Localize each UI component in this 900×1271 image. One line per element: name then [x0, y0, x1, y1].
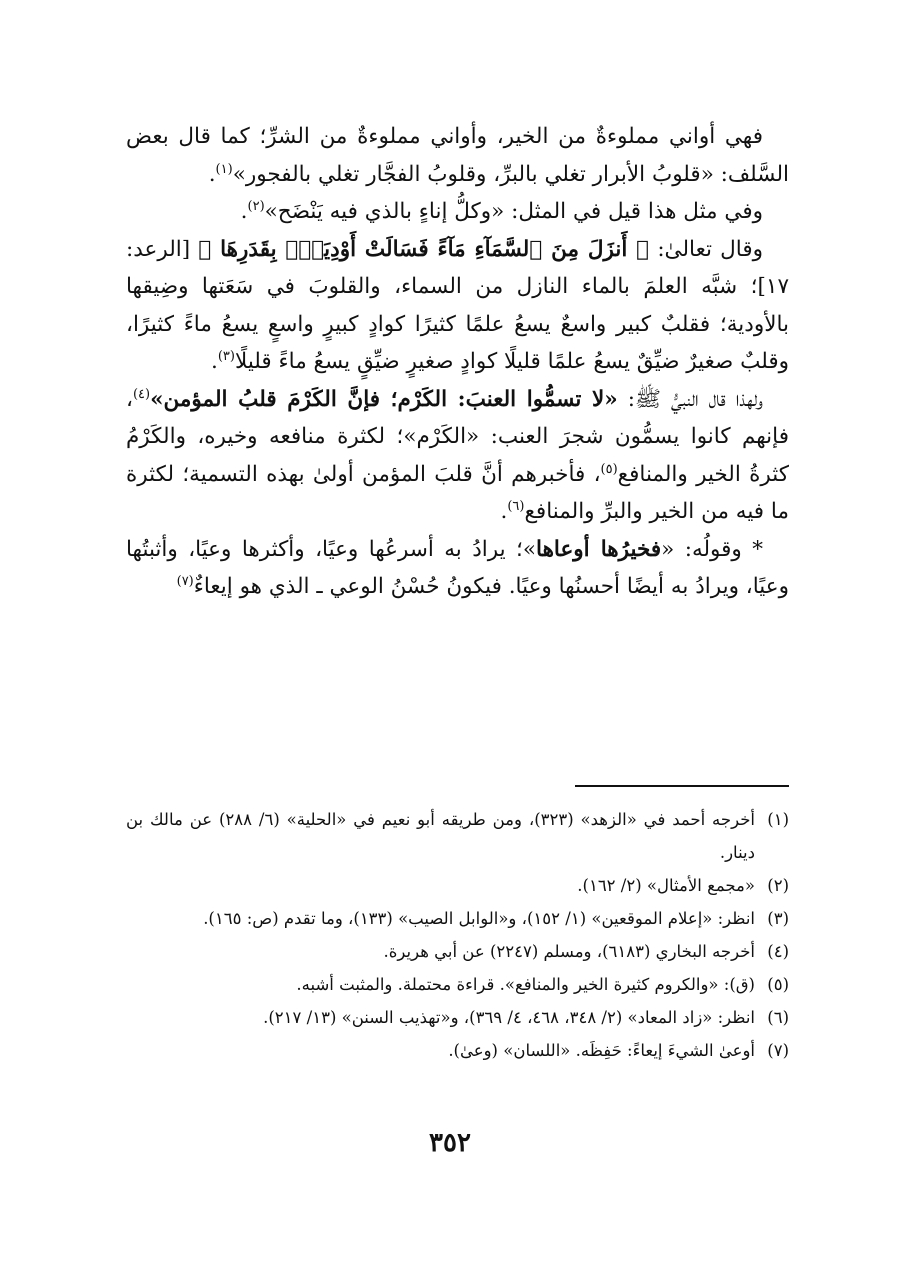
emphasized-text: فخيرُها أوعاها — [536, 536, 662, 562]
footnote-number: (١) — [767, 810, 789, 829]
text-segment: . — [211, 349, 218, 374]
footnote — [126, 902, 789, 935]
footnote-marker: (٤) — [132, 386, 151, 402]
footnote-text: انظر: «زاد المعاد» (٢/ ٣٤٨، ٤٦٨، ٤/ ٣٦٩)، و«تهذيب السنن» (١٣/ ٢١٧). — [263, 1008, 755, 1027]
footnotes — [126, 803, 789, 1067]
footnote-marker: (٦) — [507, 498, 525, 514]
paragraph — [126, 118, 789, 193]
footnote-separator — [575, 785, 789, 787]
footnote-text: (ق): «والكروم كثيرة الخير والمنافع». قراءة محتملة. والمثبت أشبه. — [296, 975, 755, 994]
text-segment: فهي أواني مملوءةٌ من الخير، وأواني مملوءةٌ من الشرِّ؛ كما قال بعض السَّلف: «قلوبُ الأبرار تغلي بالبرِّ، وقلوبُ الفجَّار تغلي بالفجور» — [126, 124, 789, 187]
footnote-marker: (١) — [215, 161, 233, 177]
footnote-text: انظر: «إعلام الموقعين» (١/ ١٥٢)، و«الوابل الصيب» (١٣٣)، وما تقدم (ص: ١٦٥). — [203, 909, 755, 928]
paragraph — [126, 381, 789, 531]
paragraph — [126, 531, 789, 606]
text-segment: وقال تعالىٰ: — [649, 236, 763, 262]
text-segment: »؛ يرادُ به أسرعُها وعيًا، وأكثرها وعيًا، وأثبتُها وعيًا، ويرادُ به أيضًا أحسنُها وعيًا. فيكونُ حُسْنُ الوعي ـ الذي هو إيعاءٌ — [126, 536, 789, 599]
text-segment: ، فأخبرهم أنَّ قلبَ المؤمن أولىٰ بهذه التسمية؛ لكثرة ما فيه من الخير والبرِّ والمنافع — [126, 461, 789, 524]
footnote-marker: (٥) — [600, 461, 618, 477]
footnote — [126, 1034, 789, 1067]
text-segment: . — [240, 199, 248, 224]
paragraph — [126, 193, 789, 231]
footnote-number: (٥) — [767, 975, 789, 994]
footnote — [126, 869, 789, 902]
footnote — [126, 935, 789, 968]
paragraph — [126, 231, 789, 381]
footnote-number: (٣) — [767, 909, 789, 928]
footnote-number: (٧) — [767, 1041, 789, 1060]
footnote-text: أوعىٰ الشيءَ إيعاءً: حَفِظَه. «اللسان» (وعىٰ). — [448, 1041, 755, 1060]
text-segment: وفي مثل هذا قيل في المثل: «وكلُّ إناءٍ بالذي فيه يَنْضَح» — [264, 199, 763, 224]
text-segment: . — [208, 161, 216, 187]
footnote-text: أخرجه البخاري (٦١٨٣)، ومسلم (٢٢٤٧) عن أبي هريرة. — [383, 942, 755, 961]
footnote — [126, 803, 789, 869]
text-segment: . — [500, 499, 508, 524]
text-segment: ، فإنهم كانوا يسمُّون شجرَ العنب: «الكَرْم»؛ لكثرة منافعه وخيره، والكَرْمُ كثرةُ الخير والمنافع — [126, 386, 789, 487]
footnote-marker: (٧) — [176, 573, 194, 589]
footnote-marker: (٢) — [247, 198, 265, 214]
main-text — [126, 118, 789, 606]
footnote-marker: (٣) — [217, 348, 235, 364]
text-segment: * وقولُه: « — [661, 536, 763, 562]
footnote-text: «مجمع الأمثال» (٢/ ١٦٢). — [577, 876, 755, 895]
footnote — [126, 968, 789, 1001]
emphasized-text: «لا تسمُّوا العنبَ: الكَرْم؛ فإنَّ الكَرْمَ قلبُ المؤمن» — [150, 386, 618, 412]
footnote-number: (٦) — [767, 1008, 789, 1027]
page-number: ٣٥٢ — [429, 1128, 471, 1158]
text-segment: [الرعد: ١٧]؛ شبَّه العلمَ بالماء النازل من السماء، والقلوبَ في سَعَتها وضِيقها بالأودية؛ فقلبٌ كبير واسعٌ يسعُ علمًا كثيرًا كوادٍ كبيرٍ واسعٍ يسعُ ماءً كثيرًا، وقلبٌ صغيرٌ ضيِّقٌ يسعُ علمًا قليلًا كوادٍ صغيرٍ ضيِّقٍ يسعُ ماءً قليلًا — [126, 236, 789, 374]
footnote-text: أخرجه أحمد في «الزهد» (٣٢٣)، ومن طريقه أبو نعيم في «الحلية» (٦/ ٢٨٨) عن مالك بن دينار. — [126, 810, 755, 862]
footnote-number: (٢) — [767, 876, 789, 895]
footnote — [126, 1001, 789, 1034]
quran-verse: ﴿ أَنزَلَ مِنَ ٱلسَّمَآءِ مَآءً فَسَالَتْ أَوْدِيَةٌۢ بِقَدَرِهَا ﴾ — [198, 236, 650, 262]
footnote-number: (٤) — [767, 942, 789, 961]
text-segment: ولهذا قال النبيُّ ﷺ: — [617, 386, 763, 412]
